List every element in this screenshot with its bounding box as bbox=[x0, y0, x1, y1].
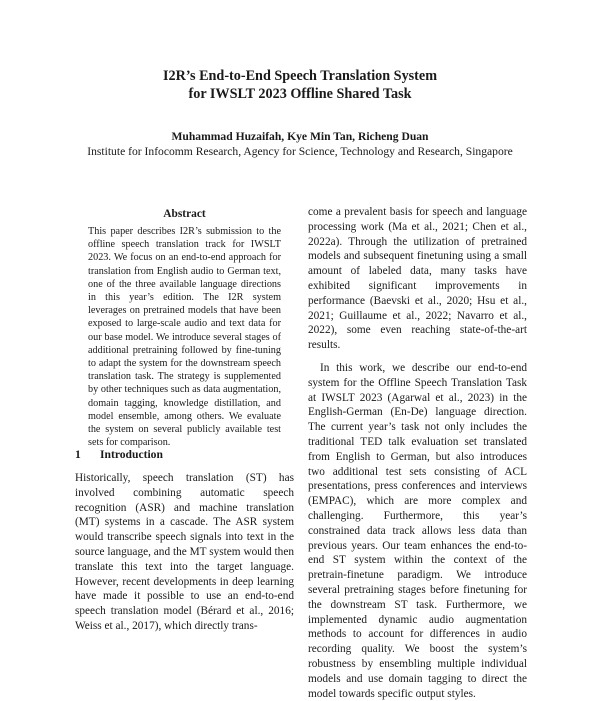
section-number: 1 bbox=[75, 448, 81, 461]
body-paragraph-1: come a prevalent basis for speech and language processing work (Ma et al., 2021; Chen et al., 2022a). Through the utilization of pretrained models and subsequent finetuning using a small amount of labeled data, many tasks have exhibited significant improvements in performance (Baevski et al., 2020; Hsu et al., 2021; Guillaume et al., 2022; Navarro et al., 2022), some even reaching state-of-the-art results. bbox=[308, 206, 527, 352]
abstract-text: This paper describes I2R’s submission to the offline speech translation track for IWSLT 2023. We focus on an end-to-end approach for translation from English audio to German text, one of the three available language directions in this year’s edition. The I2R system leverages on pretrained models that have been exposed to large-scale audio and text data for our base model. We introduce several stages of additional pretraining followed by fine-tuning to adapt the system for the downstream speech translation task. The strategy is supplemented by other techniques such as data augmentation, domain tagging, knowledge distillation, and model ensemble, among others. We evaluate the system on several publicly available test sets for comparison. bbox=[88, 226, 281, 449]
paper-title bbox=[0, 67, 600, 103]
intro-left-column: Historically, speech translation (ST) has involved combining automatic speech recognition (ASR) and machine translation (MT) systems in a cascade. The ASR system would transcribe speech signals into text in the source language, and the MT system would then translate this text into the target language. However, recent developments in deep learning have made it possible to use an end-to-end speech translation model (Bérard et al., 2016; Weiss et al., 2017), which directly trans- bbox=[75, 472, 294, 632]
affiliation: Institute for Infocomm Research, Agency for Science, Technology and Research, Singapore bbox=[87, 145, 513, 158]
section-title: Introduction bbox=[100, 448, 163, 461]
section-heading-introduction bbox=[75, 447, 294, 462]
right-column bbox=[308, 205, 527, 701]
title-line-1: I2R’s End-to-End Speech Translation System bbox=[162, 68, 438, 84]
title-line-2: for IWSLT 2023 Offline Shared Task bbox=[188, 86, 412, 102]
body-paragraph-2: In this work, we describe our end-to-end system for the Offline Speech Translation Task at IWSLT 2023 (Agarwal et al., 2023) in the English-German (En-De) language direction. The current year’s task not only includes the traditional TED talk evaluation set translated from English to German, but also introduces two additional test sets consisting of ACL presentations, press conferences and interviews (EMPAC), which are more complex and challenging. Furthermore, this year’s constrained data track allows less data than previous years. Our team enhances the end-to-end ST system within the context of the pretrain-finetune paradigm. We introduce several pretraining stages before finetuning for the downstream ST task. Furthermore, we implemented dynamic audio augmentation methods to account for differences in audio recording quality. We boost the system’s robustness by ensembling multiple individual models and use domain tagging to direct the model towards specific output styles. bbox=[308, 361, 527, 700]
abstract-heading: Abstract bbox=[163, 208, 206, 220]
author-list: Muhammad Huzaifah, Kye Min Tan, Richeng Duan bbox=[171, 130, 429, 143]
